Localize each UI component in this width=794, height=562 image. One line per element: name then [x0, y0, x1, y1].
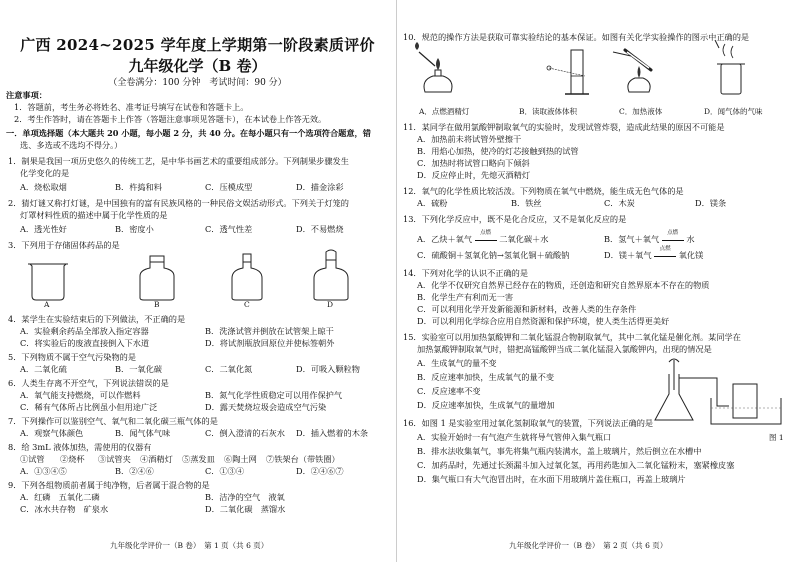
exam-subtitle: 九年级化学（B 卷） [128, 57, 267, 75]
q13-d-reactants: D．镁＋氧气 [604, 250, 652, 260]
graduated-cylinder-icon [547, 50, 589, 94]
q13-c-reactants: C．硫酸铜 [417, 250, 457, 260]
q8-item-7: ⑦铁架台（带铁圈） [266, 454, 340, 464]
q5-option-c: C．二氧化氮 [205, 364, 253, 374]
q2-option-d: D．不易燃烧 [296, 224, 344, 234]
alcohol-lamp-icon [415, 42, 452, 92]
q13-a-products: 二氧化碳＋水 [499, 234, 549, 244]
q13-stem: 13．下列化学反应中，既不是化合反应，又不是氧化反应的是 [403, 214, 627, 224]
q13-option-d [604, 246, 704, 260]
q10-stem: 10．规范的操作方法是获取可靠实验结论的基本保证。如图有关化学实验操作的图示中正确的是 [403, 32, 750, 42]
q13-a-reactants: A．乙炔＋氧气 [417, 234, 473, 244]
q4-option-a: A．实验剩余药品全部放入指定容器 [20, 326, 149, 336]
q1-option-d: D．描金涂彩 [296, 182, 344, 192]
q11-option-c: C．加热时将试管口略向下倾斜 [417, 158, 530, 168]
q8-item-4: ④酒精灯 [140, 454, 173, 464]
q8-option-c: C．①③④ [205, 466, 245, 476]
reagent-bottle-icon [314, 250, 348, 300]
reaction-condition: 点燃 [667, 230, 679, 236]
q14-option-d: D．可以利用化学综合应用自然资源和保护环境，使人类生活得更美好 [417, 316, 670, 326]
q10-option-c: C．加热液体 [619, 107, 663, 116]
q5-stem: 5．下列物质不属于空气污染物的是 [8, 352, 137, 362]
q13-c-products: 氢氧化钠→氢氧化铜＋硫酸钠 [464, 250, 570, 260]
page-1-footer: 九年级化学评价一（B 卷） 第 1 页（共 6 页） [110, 541, 269, 550]
q12-option-a: A．硫粉 [417, 198, 448, 208]
q5-option-b: B．一氧化碳 [115, 364, 162, 374]
q9-option-a: A．红磷 五氧化二磷 [20, 492, 100, 502]
wide-mouth-bottle-icon [140, 256, 174, 300]
q15-option-a: A．生成氧气的量不变 [417, 358, 497, 368]
water-trough-icon [711, 398, 781, 424]
q16-option-d: D．集气瓶口有大气泡冒出时，在水面下用玻璃片盖住瓶口，再盖上玻璃片 [417, 474, 686, 484]
delivery-tube-icon [679, 378, 729, 406]
q4-option-b: B．洗涤试管并倒放在试管架上晾干 [205, 326, 334, 336]
heating-test-tube-icon [613, 50, 651, 92]
exam-meta: （全卷满分：100 分钟 考试时间：90 分） [108, 78, 287, 88]
q10-option-d: D．闻气体的气味 [704, 107, 763, 116]
q7-option-c: C．倒入澄清的石灰水 [205, 428, 285, 438]
q4-option-d: D．将试剂瓶放回原位并使标签朝外 [205, 338, 335, 348]
q7-option-b: B．闻气体气味 [115, 428, 171, 438]
section-heading-line1: 一．单项选择题（本大题共 20 小题，每小题 2 分，共 40 分。在每小题只有一个选项符合题意，错 [6, 128, 371, 138]
q16-option-b: B．排水法收集氧气，事先将集气瓶内装满水，盖上玻璃片，然后倒立在水槽中 [417, 446, 702, 456]
q3-option-c: C [244, 300, 250, 309]
q1-stem-2: 化学变化的是 [20, 168, 70, 178]
page-2-footer: 九年级化学评价一（B 卷） 第 2 页（共 6 页） [509, 541, 668, 550]
q3-stem: 3．下列用于存储固体药品的是 [8, 240, 120, 250]
q8-option-a: A．①③④⑤ [20, 466, 67, 476]
reaction-arrow-icon [654, 246, 676, 260]
q8-stem: 8．给 3mL 液体加热，需使用的仪器有 [8, 442, 152, 452]
q15-option-d: D．反应速率加快，生成氧气的量增加 [417, 400, 555, 410]
gas-jar-icon [715, 40, 745, 94]
q13-option-a [417, 230, 549, 244]
notes-heading: 注意事项： [6, 90, 47, 100]
beaker-icon [28, 264, 68, 300]
q13-d-products: 氧化镁 [678, 250, 704, 260]
q2-stem: 2．猜灯谜又称打灯谜，是中国独有的富有民族风格的一种民俗文娱活动形式。下列关于灯笼的 [8, 198, 349, 208]
page-1 [0, 0, 395, 562]
q8-item-6: ⑥陶土网 [224, 454, 257, 464]
q14-option-b: B．化学生产有利而无一害 [417, 292, 514, 302]
q4-stem: 4．某学生在实验结束后的下列做法，不正确的是 [8, 314, 186, 324]
q8-item-3: ③试管夹 [98, 454, 131, 464]
q9-option-c: C．冰水共存物 矿泉水 [20, 504, 109, 514]
q9-option-d: D．二氧化碳 蒸馏水 [205, 504, 286, 514]
q1-option-c: C．压模成型 [205, 182, 253, 192]
collection-bottle-icon [733, 384, 757, 418]
q9-option-b: B．洁净的空气 液氧 [205, 492, 285, 502]
q2-option-c: C．透气性差 [205, 224, 253, 234]
section-heading-line2: 选、多选或不选均不得分。） [20, 140, 123, 150]
q11-option-a: A．加热前未将试管外壁擦干 [417, 134, 522, 144]
figure-1-label: 图 1 [769, 433, 784, 442]
q13-b-reactants: B．氢气＋氧气 [604, 234, 660, 244]
q9-stem: 9．下列各组物质前者属于纯净物，后者属于混合物的是 [8, 480, 210, 490]
note-2: 2．考生作答时，请在答题卡上作答（答题注意事项见答题卡），在本试卷上作答无效。 [14, 114, 327, 124]
q8-option-d: D．②④⑥⑦ [296, 466, 344, 476]
q15-stem-2: 加热氯酸钾制取氧气时，错把高锰酸钾当成二氧化锰混入氯酸钾内，出现的情况是 [417, 344, 712, 354]
exam-title: 广西 2024~2025 学年度上学期第一阶段素质评价 [20, 36, 375, 54]
q1-stem: 1．制果是我国一项历史悠久的传统工艺，是中华书画艺术的重要组成部分。下列制果步骤发生 [8, 156, 349, 166]
q16-option-c: C．加药品时，先通过长颈漏斗加入过氧化氢，再用药匙加入二氧化锰粉末，塞紧橡皮塞 [417, 460, 735, 470]
q8-item-1: ①试管 [20, 454, 45, 464]
reaction-arrow-icon [475, 230, 497, 244]
q14-option-a: A．化学不仅研究自然界已经存在的物质，还创造和研究自然界原本不存在的物质 [417, 280, 710, 290]
q3-option-b: B [154, 300, 160, 309]
q1-option-b: B．杵捣和料 [115, 182, 162, 192]
q3-bottles-figure [0, 250, 395, 310]
reaction-condition: 点燃 [480, 230, 492, 236]
q13-option-c: C．硫酸铜＋氢氧化钠→氢氧化铜＋硫酸钠 [417, 250, 570, 260]
q12-option-b: B．铁丝 [511, 198, 542, 208]
q15-option-b: B．反应速率加快，生成氧气的量不变 [417, 372, 555, 382]
q14-stem: 14．下列对化学的认识不正确的是 [403, 268, 529, 278]
q13-b-products: 水 [686, 234, 695, 244]
q7-option-d: D．插入燃着的木条 [296, 428, 369, 438]
page-2 [399, 0, 794, 562]
q4-option-c: C．将实验后的废液直接倒入下水道 [20, 338, 150, 348]
q6-option-c: C．稀有气体所占比例虽小但用途广泛 [20, 402, 158, 412]
q15-option-c: C．反应速率不变 [417, 386, 481, 396]
q2-option-b: B．密度小 [115, 224, 154, 234]
q6-option-a: A．氧气能支持燃烧，可以作燃料 [20, 390, 141, 400]
q2-stem-2: 灯罩材料性质的描述中属于化学性质的是 [20, 210, 168, 220]
reaction-arrow-icon [662, 230, 684, 244]
q8-item-5: ⑤蒸发皿 [182, 454, 215, 464]
q13-option-b [604, 230, 695, 244]
q1-option-a: A．烧松取烟 [20, 182, 67, 192]
q14-option-c: C．可以利用化学开发新能源和新材料，改善人类的生存条件 [417, 304, 637, 314]
reaction-condition: 点燃 [659, 246, 671, 252]
q12-option-d: D．镁条 [695, 198, 727, 208]
q6-stem: 6．人类生存离不开空气，下列说法错误的是 [8, 378, 169, 388]
q10-option-b: B．读取液体体积 [519, 107, 578, 116]
narrow-mouth-bottle-icon [232, 254, 262, 300]
q12-stem: 12．氧气的化学性质比较活泼。下列物质在氧气中燃烧，能生成无色气体的是 [403, 186, 684, 196]
q7-option-a: A．观察气体颜色 [20, 428, 84, 438]
q12-option-c: C．木炭 [604, 198, 635, 208]
note-1: 1．答题前，考生务必将姓名、准考证号填写在试卷和答题卡上。 [14, 102, 249, 112]
q5-option-a: A．二氧化硫 [20, 364, 67, 374]
q2-option-a: A．透光性好 [20, 224, 67, 234]
q5-option-d: D．可吸入颗粒物 [296, 364, 360, 374]
q11-stem: 11．某同学在做用氯酸钾制取氧气的实验时，发现试管炸裂，造成此结果的原因不可能是 [403, 122, 725, 132]
q15-stem: 15．实验室可以用加热氯酸钾和二氧化锰混合物制取氧气，其中二氧化锰是催化剂。某同学在 [403, 332, 741, 342]
q8-item-2: ②烧杯 [60, 454, 85, 464]
page-divider [396, 0, 397, 562]
q6-option-b: B．氮气化学性质稳定可以用作保护气 [205, 390, 343, 400]
q11-option-d: D．反应停止时，先熄灭酒精灯 [417, 170, 531, 180]
conical-flask-icon [655, 359, 693, 420]
q10-operations-figure [399, 46, 794, 102]
q11-option-b: B．用焰心加热，使冷的灯芯接触到热的试管 [417, 146, 579, 156]
figure-1-apparatus [647, 360, 787, 430]
q7-stem: 7．下列操作可以鉴别空气、氧气和二氧化碳三瓶气体的是 [8, 416, 218, 426]
q3-option-d: D [327, 300, 334, 309]
q3-option-a: A [44, 300, 50, 309]
q10-option-a: A．点燃酒精灯 [419, 107, 470, 116]
q16-option-a: A．实验开始时一有气泡产生就将导气管伸入集气瓶口 [417, 432, 612, 442]
q16-stem: 16．如图 1 是实验室用过氧化氢制取氧气的装置，下列说法正确的是 [403, 418, 654, 428]
q8-option-b: B．②④⑥ [115, 466, 154, 476]
q6-option-d: D．露天焚烧垃圾会造成空气污染 [205, 402, 327, 412]
